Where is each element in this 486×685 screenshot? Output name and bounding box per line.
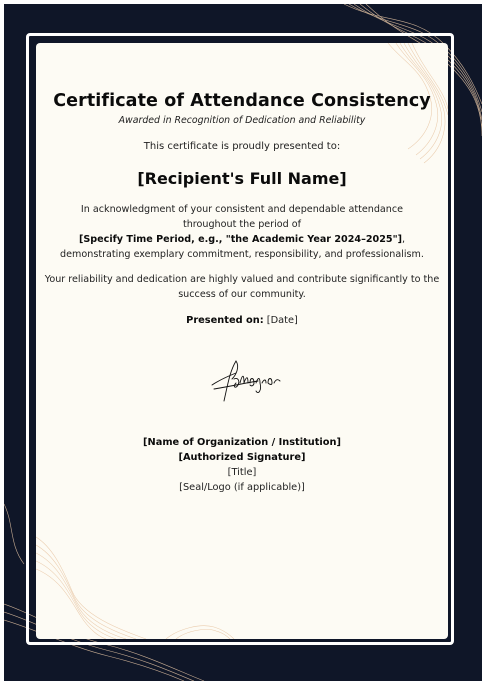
time-period: [Specify Time Period, e.g., "the Academic Year 2024–2025"] [78, 234, 402, 245]
certificate-card [36, 43, 448, 639]
body-line-4: demonstrating exemplary commitment, responsibility, and professionalism. [60, 249, 424, 260]
closing-paragraph: Your reliability and dedication are highly valued and contribute significantly to the success of our community. [44, 274, 440, 300]
decorative-waves-inner [36, 43, 448, 639]
acknowledgment-paragraph [56, 202, 428, 262]
organization-name: [Name of Organization / Institution] [143, 437, 341, 448]
body-line-1: In acknowledgment of your consistent and dependable attendance [80, 204, 404, 215]
certificate-title: Certificate of Attendance Consistency [53, 91, 431, 111]
signature-image [206, 355, 286, 405]
presented-on [36, 315, 448, 326]
signer-title: [Title] [227, 467, 257, 478]
presented-to-text: This certificate is proudly presented to: [143, 141, 341, 152]
certificate-subtitle: Awarded in Recognition of Dedication and Reliability [118, 115, 366, 126]
presented-on-label: Presented on: [186, 315, 264, 326]
authorized-signature: [Authorized Signature] [178, 452, 306, 463]
recipient-name: [Recipient's Full Name] [137, 169, 347, 188]
presented-on-date: [Date] [263, 315, 298, 326]
time-period-suffix: , [401, 234, 406, 245]
seal-logo-placeholder: [Seal/Logo (if applicable)] [179, 482, 305, 493]
body-line-2: throughout the period of [182, 219, 302, 230]
